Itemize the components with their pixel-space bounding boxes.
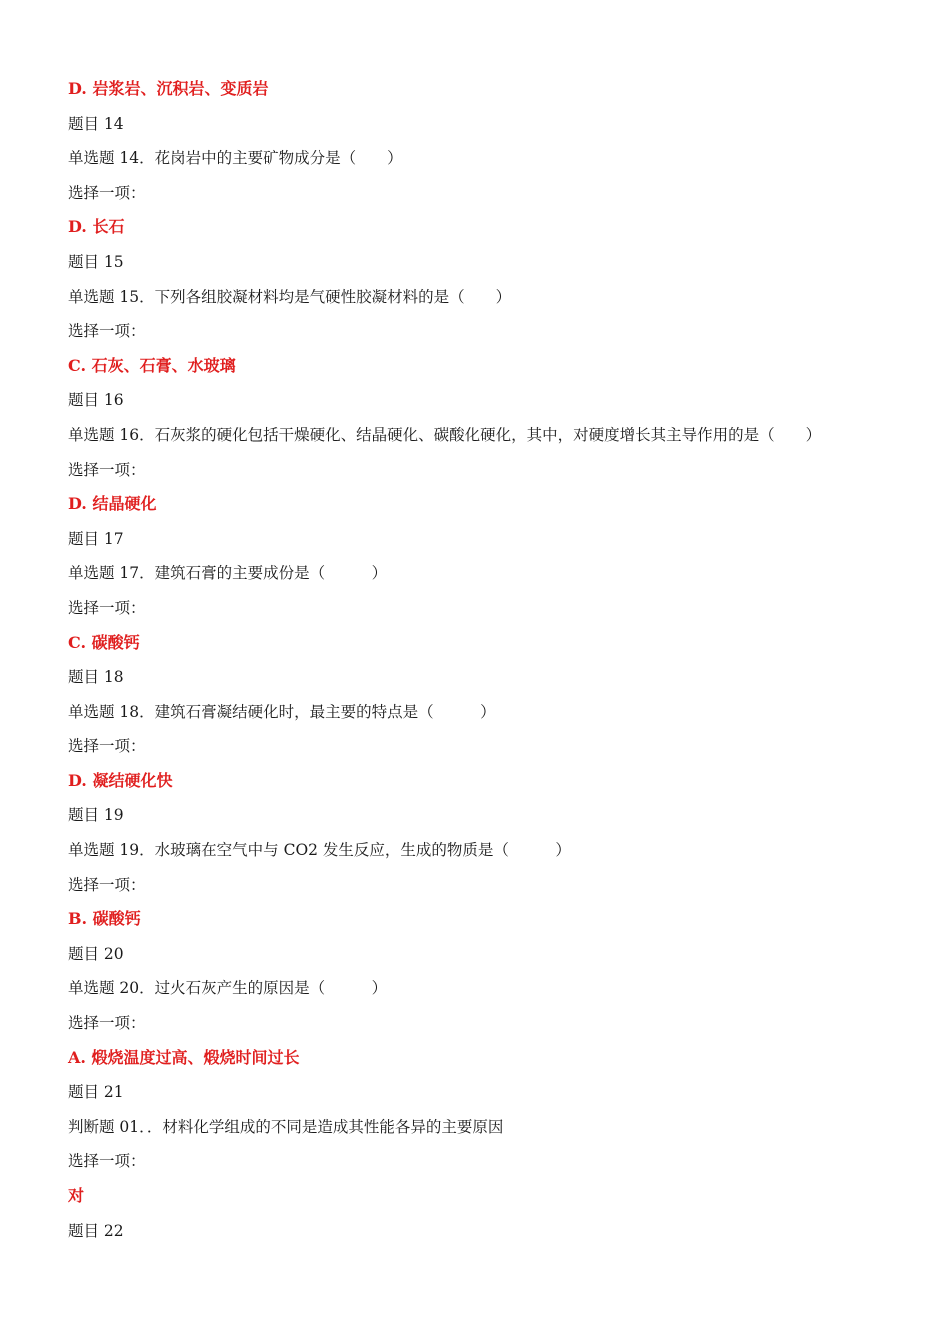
question-number: 题目 16 (68, 391, 124, 410)
choose-one-label: 选择一项： (68, 460, 146, 479)
choose-one-label: 选择一项： (68, 598, 146, 617)
answer-line: D. 长石 (68, 217, 125, 237)
question-number: 题目 15 (68, 252, 124, 271)
choose-one-label: 选择一项： (68, 1014, 146, 1033)
choose-one-label: 选择一项： (68, 322, 146, 341)
answer-line: D. 岩浆岩、沉积岩、变质岩 (68, 79, 269, 98)
question-text: 单选题 18．建筑石膏凝结硬化时，最主要的特点是（ ） (68, 702, 496, 721)
question-number: 题目 19 (68, 806, 124, 825)
question-number: 题目 22 (68, 1221, 124, 1240)
choose-one-label: 选择一项： (68, 1152, 146, 1171)
question-text: 单选题 15．下列各组胶凝材料均是气硬性胶凝材料的是（ ） (68, 287, 512, 306)
question-number: 题目 20 (68, 944, 124, 963)
answer-line: B. 碳酸钙 (68, 909, 141, 929)
choose-one-label: 选择一项： (68, 183, 146, 202)
answer-line: C. 石灰、石膏、水玻璃 (68, 355, 236, 375)
answer-line: D. 凝结硬化快 (68, 770, 173, 790)
choose-one-label: 选择一项： (68, 737, 146, 756)
question-text: 单选题 14．花岗岩中的主要矿物成分是（ ） (68, 149, 403, 168)
question-number: 题目 18 (68, 668, 124, 687)
answer-line: D. 结晶硬化 (68, 494, 157, 514)
question-number: 题目 21 (68, 1083, 124, 1102)
question-number: 题目 17 (68, 529, 124, 548)
answer-line: A. 煅烧温度过高、煅烧时间过长 (68, 1047, 300, 1067)
question-text: 单选题 16．石灰浆的硬化包括干燥硬化、结晶硬化、碳酸化硬化，其中，对硬度增长其主导作用的是（ ） (68, 425, 822, 444)
answer-line: 对 (68, 1186, 85, 1205)
question-text: 单选题 20．过火石灰产生的原因是（ ） (68, 979, 388, 998)
document-body (68, 76, 888, 1252)
question-text: 单选题 17．建筑石膏的主要成份是（ ） (68, 564, 388, 583)
question-text: 单选题 19．水玻璃在空气中与 CO2 发生反应，生成的物质是（ ） (68, 841, 571, 860)
answer-line: C. 碳酸钙 (68, 632, 140, 652)
question-text: 判断题 01．．材料化学组成的不同是造成其性能各异的主要原因 (68, 1117, 504, 1136)
choose-one-label: 选择一项： (68, 875, 146, 894)
question-number: 题目 14 (68, 114, 124, 133)
